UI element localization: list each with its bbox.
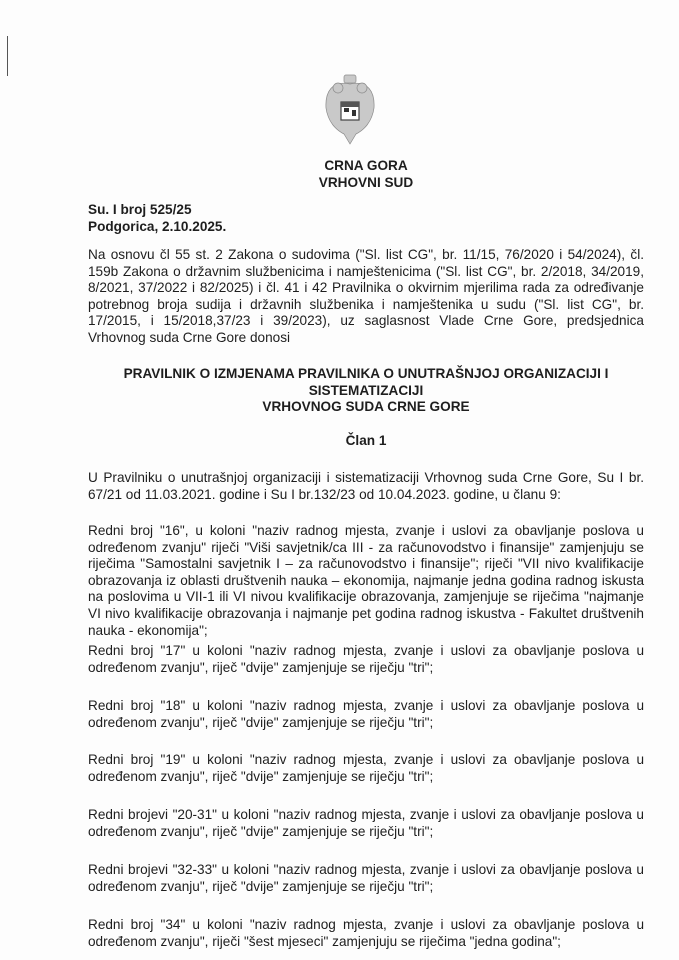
paragraph: Redni broj "16", u koloni "naziv radnog mjesta, zvanje i uslovi za obavljanje poslova u određenom zvanju" riječi "Viši savjetnik/ca III - za računovodstvo i finansije" zamjenjuju se riječima "Samostalni savjetnik I – za računovodstvo i finansije"; riječi "VII nivo kvalifikacije obrazovanja iz oblasti društvenih nauka – ekonomija, najmanje jedna godina radnog iskusta na poslovima u VII-1 ili VI nivou kvalifikacije obrazovanja, zamjenjuje se riječima "najmanje VI nivo kvalifikacije obrazovanja i najmanje pet godina radnog iskustva - Fakultet društvenih nauka - ekonomija"; [88, 523, 644, 638]
coat-of-arms-icon [322, 72, 378, 148]
paragraph: Redni brojevi "20-31" u koloni "naziv radnog mjesta, zvanje i uslovi za obavljanje poslova u određenom zvanju", riječ "dvije" zamjenjuje se riječju "tri"; [88, 807, 644, 839]
paragraph: Redni broj "18" u koloni "naziv radnog mjesta, zvanje i uslovi za obavljanje poslova u određenom zvanju", riječ "dvije" zamjenjuje se riječju "tri"; [88, 698, 644, 730]
title-line: PRAVILNIK O IZMJENAMA PRAVILNIKA O UNUTRAŠNJOJ ORGANIZACIJI I [123, 366, 609, 381]
scan-margin-mark [7, 36, 11, 76]
paragraph: Redni broj "17" u koloni "naziv radnog mjesta, zvanje i uslovi za obavljanje poslova u određenom zvanju", riječ "dvije" zamjenjuje se riječju "tri"; [88, 643, 644, 675]
reference-block [88, 202, 644, 235]
paragraph: Redni brojevi "32-33" u koloni "naziv radnog mjesta, zvanje i uslovi za obavljanje poslova u određenom zvanju", riječ "dvije" zamjenjuje se riječju "tri"; [88, 862, 644, 894]
paragraph: U Pravilniku o unutrašnjoj organizaciji i sistematizaciji Vrhovnog suda Crne Gore, Su I br. 67/21 od 11.03.2021. godine i Su I br.132/23 od 10.04.2023. godine, u članu 9: [88, 470, 644, 502]
letterhead [88, 158, 644, 191]
title-line: VRHOVNOG SUDA CRNE GORE [262, 399, 470, 415]
article-heading: Član 1 [345, 433, 387, 448]
paragraph: Redni broj "34" u koloni "naziv radnog mjesta, zvanje i uslovi za obavljanje poslova u određenom zvanju", riječi "šest mjeseci" zamjenjuju se riječima "jedna godina"; [88, 917, 644, 949]
court-name: VRHOVNI SUD [318, 174, 414, 190]
paragraph: Redni broj "19" u koloni "naziv radnog mjesta, zvanje i uslovi za obavljanje poslova u određenom zvanju", riječ "dvije" zamjenjuje se riječju "tri"; [88, 752, 644, 784]
title-line: SISTEMATIZACIJI [308, 382, 424, 398]
place-date: Podgorica, 2.10.2025. [88, 218, 227, 234]
document-title [88, 366, 644, 416]
country-name: CRNA GORA [324, 158, 408, 173]
preamble: Na osnovu čl 55 st. 2 Zakona o sudovima ("Sl. list CG", br. 11/15, 76/2020 i 54/2024), čl. 159b Zakona o državnim službenicima i namještenicima ("Sl. list CG", br. 2/2018, 34/2019, 8/2021, 37/2022 i 82/2025) i čl. 41 i 42 Pravilnika o okvirnim mjerilima rada za određivanje potrebnog broja sudija i državnih službenika i namještenika u sudu ("Sl. list CG", br. 17/2015, i 15/2018,37/23 i 39/2023), uz saglasnost Vlade Crne Gore, predsjednica Vrhovnog suda Crne Gore donosi [88, 247, 644, 345]
case-number: Su. I broj 525/25 [88, 202, 192, 217]
